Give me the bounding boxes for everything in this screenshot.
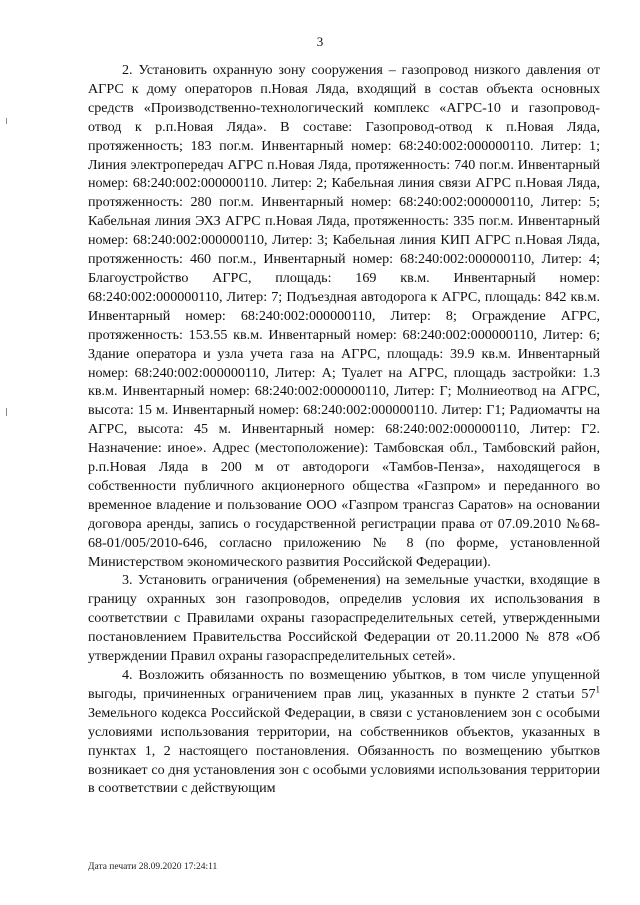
margin-mark [6,118,7,124]
document-body [88,61,600,798]
paragraph-2: 2. Установить охранную зону сооружения – газопровод низкого давления от АГРС к дому операторов п.Новая Ляда, входящий в состав объекта основных средств «Производственно-технологический комплекс «АГРС-10 и газопровод-отвод к р.п.Новая Ляда». В составе: Газопровод-отвод к п.Новая Ляда, протяженность; 183 пог.м. Инвентарный номер: 68:240:002:000000110. Литер: 1; Линия электропередач АГРС п.Новая Ляда, протяженность: 740 пог.м. Инвентарный номер: 68:240:002:000000110. Литер: 2; Кабельная линия связи АГРС п.Новая Ляда, протяженность: 280 пог.м. Инвентарный номер: 68:240:002:000000110, Литер: 5; Кабельная линия ЭХЗ АГРС п.Новая Ляда, протяженность: 335 пог.м. Инвентарный номер: 68:240:002:000000110, Литер: 3; Кабельная линия КИП АГРС п.Новая Ляда, протяженность: 460 пог.м., Инвентарный номер: 68:240:002:000000110, Литер: 4; Благоустройство АГРС, площадь: 169 кв.м. Инвентарный номер: 68:240:002:000000110, Литер: 7; Подъездная автодорога к АГРС, площадь: 842 кв.м. Инвентарный номер: 68:240:002:000000110, Литер: 8; Ограждение АГРС, протяженность: 153.55 кв.м. Инвентарный номер: 68:240:002:000000110, Литер: 6; Здание оператора и узла учета газа на АГРС, площадь: 39.9 кв.м. Инвентарный номер: 68:240:002:000000110, Литер: А; Туалет на АГРС, площадь застройки: 1.3 кв.м. Инвентарный номер: 68:240:002:000000110, Литер: Г; Молниеотвод на АГРС, высота: 15 м. Инвентарный номер: 68:240:002:000000110. Литер: Г1; Радиомачты на АГРС, высота: 45 м. Инвентарный номер: 68:240:002:000000110, Литер: Г2. Назначение: иное». Адрес (местоположение): Тамбовская обл., Тамбовский район, р.п.Новая Ляда в 200 м от автодороги «Тамбов-Пенза», находящегося в собственности публичного акционерного общества «Газпром» и переданного во временное владение и пользование ООО «Газпром трансгаз Саратов» на основании договора аренды, запись о государственной регистрации права от 07.09.2010 №68-68-01/005/2010-646, согласно приложению № 8 (по форме, установленной Министерством экономического развития Российской Федерации). [88,62,600,570]
paragraph-4-text-before: 4. Возложить обязанность по возмещению убытков, в том числе упущенной выгоды, причиненных ограничением прав лиц, указанных в пункте 2 статьи 57 [88,667,600,702]
paragraph-4-text-after: Земельного кодекса Российской Федерации, в связи с установлением зон с особыми условиями использования территории, на собственников объектов, указанных в пунктах 1, 2 настоящего постановления. Обязанность по возмещению убытков возникает со дня установления зон с особыми условиями использования территории в соответствии с действующим [88,704,600,797]
article-superscript: 1 [595,684,600,695]
page-number: 3 [316,34,324,49]
paragraph-3: 3. Установить ограничения (обременения) на земельные участки, входящие в границу охранных зон газопроводов, определив условия их использования в соответствии с Правилами охраны газораспределительных сетей, утвержденными постановлением Правительства Российской Федерации от 20.11.2000 № 878 «Об утверждении Правил охраны газораспределительных сетей». [88,572,600,665]
print-date: Дата печати 28.09.2020 17:24:11 [88,862,218,872]
paragraph-4 [88,666,600,798]
margin-mark [6,408,7,416]
